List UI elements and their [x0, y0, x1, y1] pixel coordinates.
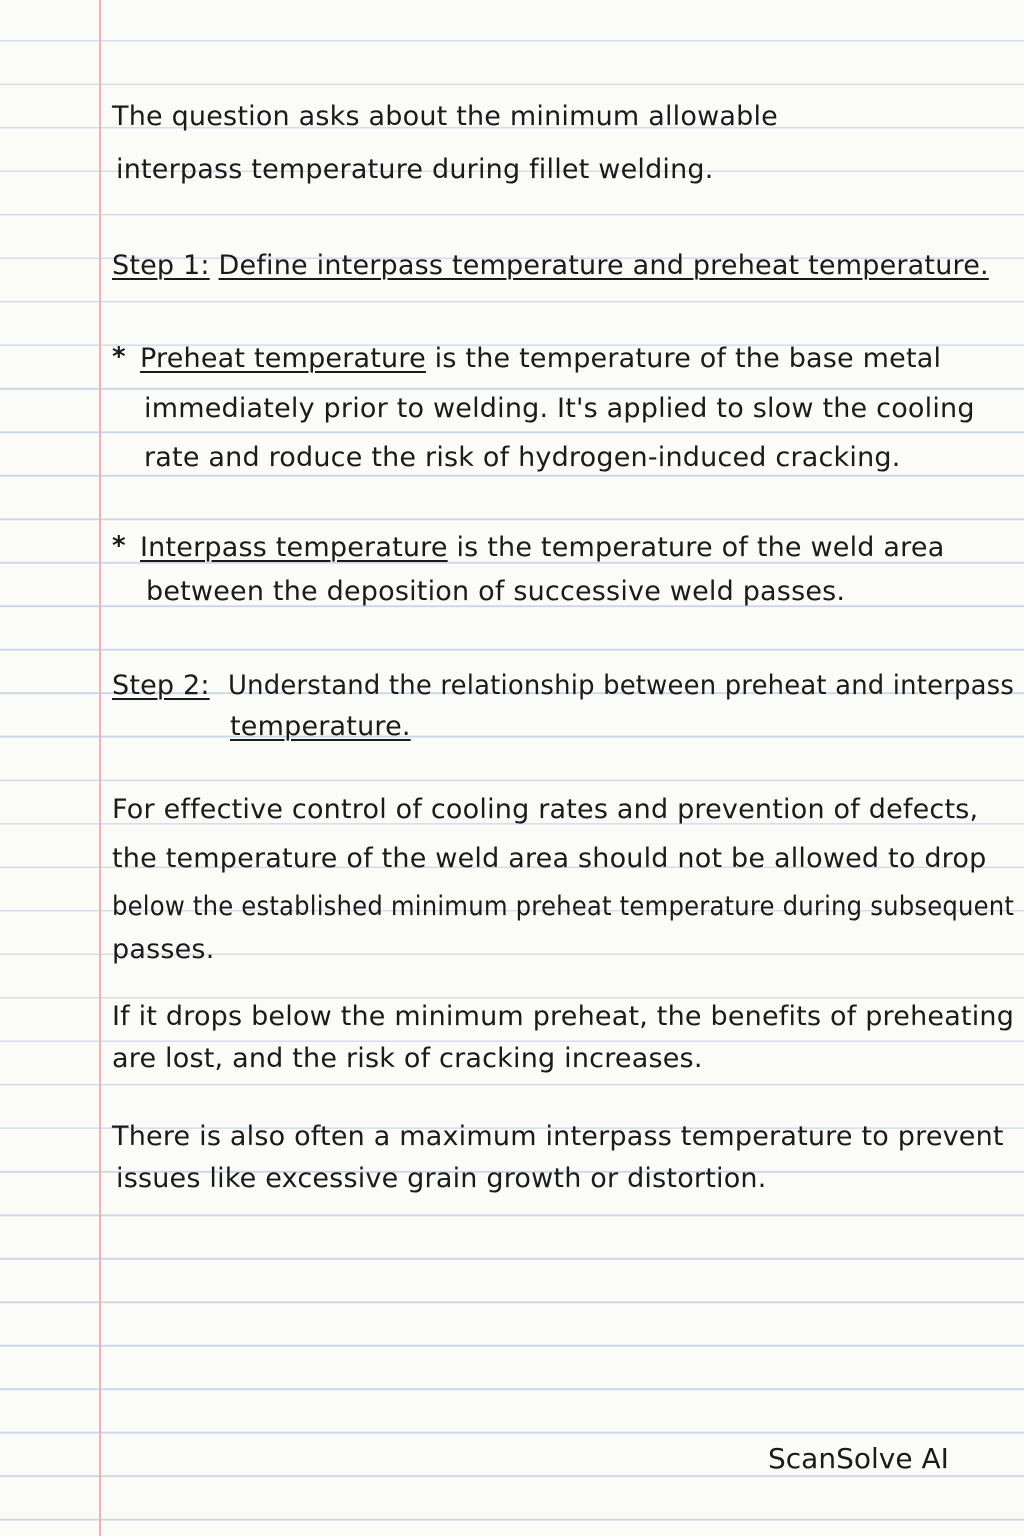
bullet-1-term: Preheat temperature [140, 343, 426, 374]
bullet-2-line-1-rest: is the temperature of the weld area [447, 532, 945, 563]
bullet-2-line-1 [140, 531, 944, 565]
bullet-1-line-1 [140, 342, 941, 376]
para3-line-2: issues like excessive grain growth or distortion. [116, 1163, 767, 1194]
bullet-2-term: Interpass temperature [140, 532, 448, 563]
para1-line-4: passes. [112, 934, 215, 965]
bullet-2-line-2: between the deposition of successive weld passes. [146, 576, 846, 607]
bullet-1-marker: * [112, 342, 126, 372]
step1-heading-text: Define interpass temperature and preheat temperature. [218, 250, 989, 281]
step1-label: Step 1: [112, 250, 210, 281]
handwritten-solution [112, 0, 1015, 1536]
para2-line-2: are lost, and the risk of cracking increases. [112, 1043, 703, 1074]
step2-label-line [112, 669, 210, 703]
margin-line [99, 0, 101, 1536]
para3-line-1: There is also often a maximum interpass temperature to prevent [112, 1121, 1004, 1152]
bullet-2-marker: * [112, 531, 126, 561]
step2-heading-line-2 [230, 710, 411, 744]
para1-line-3: below the established minimum preheat temperature during subsequent [112, 891, 1015, 922]
para1-line-1: For effective control of cooling rates and prevention of defects, [112, 794, 979, 825]
step2-heading-line-1: Understand the relationship between preheat and interpass [228, 670, 1015, 701]
para1-line-2: the temperature of the weld area should not be allowed to drop [112, 843, 987, 874]
step1-heading [112, 249, 989, 283]
bullet-1-line-3: rate and roduce the risk of hydrogen-induced cracking. [144, 442, 901, 473]
bullet-1-line-2: immediately prior to welding. It's applied to slow the cooling [144, 393, 975, 424]
step2-heading-temperature: temperature. [230, 711, 411, 742]
intro-line-2: interpass temperature during fillet welding. [116, 154, 714, 185]
intro-line-1: The question asks about the minimum allowable [112, 101, 778, 132]
para2-line-1: If it drops below the minimum preheat, the benefits of preheating [112, 1001, 1015, 1032]
bullet-1-line-1-rest: is the temperature of the base metal [425, 343, 942, 374]
signature-scansolve: ScanSolve AI [768, 1442, 949, 1475]
step2-label: Step 2: [112, 670, 210, 701]
